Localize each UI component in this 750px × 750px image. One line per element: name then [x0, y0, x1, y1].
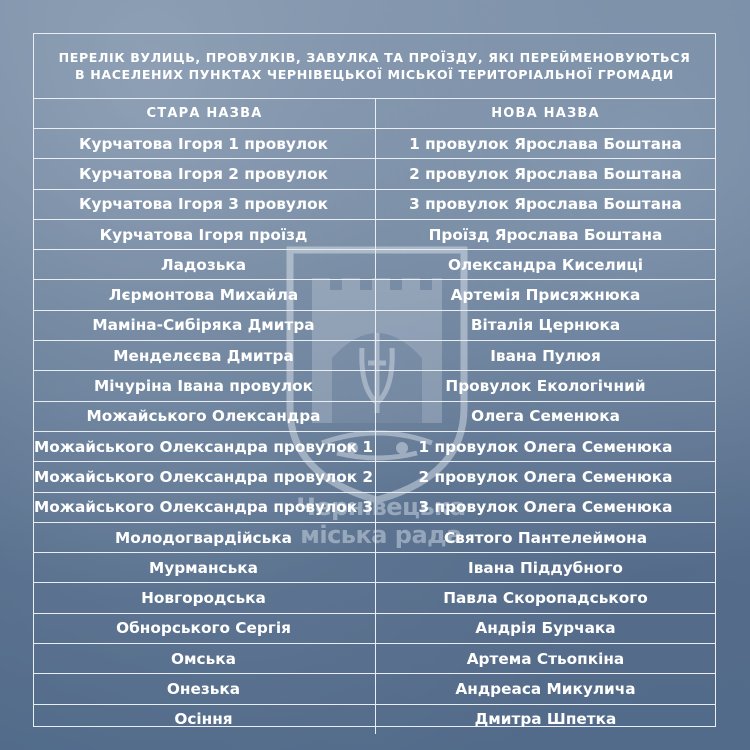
table-row — [34, 310, 715, 340]
old-name-cell: Менделєєва Дмитра — [34, 341, 376, 371]
new-name-cell: Проїзд Ярослава Боштана — [376, 219, 716, 249]
table-row — [34, 553, 715, 583]
new-name-cell: Святого Пантелеймона — [376, 522, 716, 552]
old-name-cell: Курчатова Ігоря 3 провулок — [34, 189, 376, 219]
table-row — [34, 522, 715, 552]
old-name-cell: Маміна-Сибіряка Дмитра — [34, 310, 376, 340]
watermark-line-1: Чернівецька — [296, 493, 466, 521]
new-name-cell: Івана Пулюя — [376, 341, 716, 371]
new-name-cell: Олександра Киселиці — [376, 250, 716, 280]
new-name-cell: 2 провулок Олега Семенюка — [376, 462, 716, 492]
table-row — [34, 341, 715, 371]
old-name-cell: Курчатова Ігоря проїзд — [34, 219, 376, 249]
new-name-cell: Артемія Присяжнюка — [376, 280, 716, 310]
old-name-cell: Ладозька — [34, 250, 376, 280]
old-name-cell: Можайського Олександра провулок 1 — [34, 431, 376, 461]
table-row — [34, 704, 715, 734]
table-row — [34, 250, 715, 280]
old-name-cell: Новгородська — [34, 583, 376, 613]
old-name-cell: Курчатова Ігоря 2 провулок — [34, 159, 376, 189]
new-name-cell: Артема Стьопкіна — [376, 644, 716, 674]
table-row — [34, 219, 715, 249]
table-row — [34, 189, 715, 219]
new-name-cell: 3 провулок Ярослава Боштана — [376, 189, 716, 219]
old-name-cell: Онезька — [34, 674, 376, 704]
table-row — [34, 280, 715, 310]
new-name-cell: Івана Піддубного — [376, 553, 716, 583]
old-name-cell: Лєрмонтова Михайла — [34, 280, 376, 310]
header-new-name: НОВА НАЗВА — [376, 99, 716, 129]
rename-table-frame — [33, 33, 716, 727]
table-header-row — [34, 99, 715, 129]
table-row — [34, 129, 715, 159]
new-name-cell: Андрія Бурчака — [376, 613, 716, 643]
new-name-cell: 1 провулок Олега Семенюка — [376, 431, 716, 461]
old-name-cell: Обнорського Сергія — [34, 613, 376, 643]
new-name-cell: Провулок Екологічний — [376, 371, 716, 401]
watermark-line-2: міська рада — [300, 521, 462, 549]
old-name-cell: Можайського Олександра — [34, 401, 376, 431]
table-row — [34, 492, 715, 522]
new-name-cell: Віталія Цернюка — [376, 310, 716, 340]
new-name-cell: Дмитра Шпетка — [376, 704, 716, 734]
table-row — [34, 431, 715, 461]
new-name-cell: Андреаса Микулича — [376, 674, 716, 704]
new-name-cell: Олега Семенюка — [376, 401, 716, 431]
old-name-cell: Мічуріна Івана провулок — [34, 371, 376, 401]
old-name-cell: Мурманська — [34, 553, 376, 583]
old-name-cell: Осіння — [34, 704, 376, 734]
new-name-cell: Павла Скоропадського — [376, 583, 716, 613]
table-row — [34, 371, 715, 401]
old-name-cell: Можайського Олександра провулок 2 — [34, 462, 376, 492]
old-name-cell: Молодогвардійська — [34, 522, 376, 552]
new-name-cell: 2 провулок Ярослава Боштана — [376, 159, 716, 189]
new-name-cell: 1 провулок Ярослава Боштана — [376, 129, 716, 159]
table-row — [34, 674, 715, 704]
old-name-cell: Можайського Олександра провулок 3 — [34, 492, 376, 522]
table-row — [34, 462, 715, 492]
new-name-cell: 3 провулок Олега Семенюка — [376, 492, 716, 522]
title-line-2: В НАСЕЛЕНИХ ПУНКТАХ ЧЕРНІВЕЦЬКОЇ МІСЬКОЇ ТЕРИТОРІАЛЬНОЇ ГРОМАДИ — [75, 67, 674, 82]
table-row — [34, 401, 715, 431]
old-name-cell: Курчатова Ігоря 1 провулок — [34, 129, 376, 159]
table-row — [34, 644, 715, 674]
table-row — [34, 613, 715, 643]
table-row — [34, 583, 715, 613]
table-row — [34, 159, 715, 189]
old-name-cell: Омська — [34, 644, 376, 674]
page-title — [34, 34, 715, 99]
street-rename-table — [34, 99, 715, 734]
header-old-name: СТАРА НАЗВА — [34, 99, 376, 129]
title-line-1: ПЕРЕЛІК ВУЛИЦЬ, ПРОВУЛКІВ, ЗАВУЛКА ТА ПРОЇЗДУ, ЯКІ ПЕРЕЙМЕНОВУЮТЬСЯ — [58, 50, 691, 65]
